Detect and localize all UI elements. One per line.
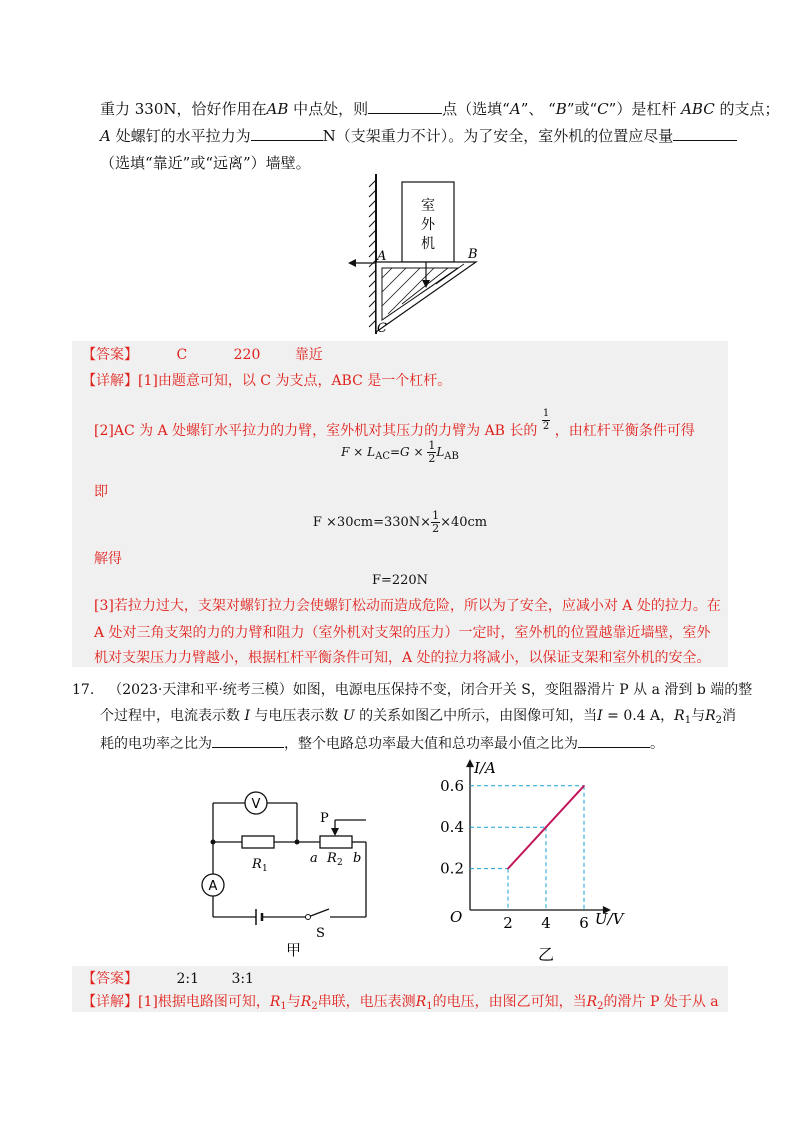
- lever-figure: [340, 172, 490, 337]
- equation-1: $F \times L_{AC}=G$ × $\frac{1}{2}$ $L_{AB}$: [341, 439, 459, 465]
- svg-text:机: 机: [421, 236, 435, 252]
- q17-line-2: 个过程中，电流表示数 I 与电压表示数 U 的关系如图乙中所示，由图像可知，当I = 0.4 A，$R_1$与$R_2$消: [100, 708, 736, 726]
- svg-text:A: A: [208, 879, 218, 894]
- q16-detail-2: [2]AC 为 A 处螺钉水平拉力的力臂，室外机对其压力的力臂为 AB 长的 $\frac{1}{2}$ ，由杠杆平衡条件可得: [94, 408, 695, 439]
- x-tick-label: 4: [541, 914, 551, 932]
- x-tick-label: 6: [579, 914, 589, 932]
- svg-text:R: R: [327, 851, 337, 866]
- answer-blank[interactable]: [578, 732, 650, 748]
- data-point: [583, 785, 585, 787]
- q16-detail-3c: 机对支架压力力臂越小，根据杠杆平衡条件可知，A 处的拉力将减小，以保证支架和室外机的安全。: [94, 650, 711, 666]
- svg-text:R: R: [252, 857, 262, 872]
- svg-text:S: S: [316, 926, 325, 941]
- answer-blank[interactable]: [673, 125, 737, 141]
- q16-jiede: 解得: [94, 551, 122, 567]
- circuit-diagram: [190, 770, 390, 960]
- svg-text:A: A: [377, 249, 387, 264]
- svg-text:C: C: [377, 321, 387, 336]
- svg-text:1: 1: [262, 864, 268, 874]
- q16-line-2: A 处螺钉的水平拉力为 N（支架重力不计）。为了安全，室外机的位置应尽量: [100, 124, 737, 148]
- q16-answer: 【答案】 C 220 靠近: [82, 347, 323, 363]
- answer-blank[interactable]: [368, 98, 442, 114]
- y-axis-label: I/A: [474, 759, 496, 778]
- iu-graph: [430, 748, 640, 970]
- svg-text:P: P: [320, 811, 329, 826]
- equation-2: F ×30cm=330N× $\frac{1}{2}$ ×40cm: [312, 509, 488, 535]
- q17-answer: 【答案】 2:1 3:1: [82, 971, 254, 987]
- q17-line-3: 耗的电功率之比为 ，整个电路总功率最大值和总功率最小值之比为 。: [100, 732, 664, 756]
- y-axis-arrow: [466, 759, 474, 767]
- answer-blank[interactable]: [212, 732, 284, 748]
- q16-detail-3a: [3]若拉力过大，支架对螺钉拉力会使螺钉松动而造成危险，所以为了安全，应减小对 A 处的拉力。在: [94, 598, 721, 614]
- svg-text:B: B: [468, 247, 478, 262]
- q16-detail-1: 【详解】[1]由题意可知，以 C 为支点，ABC 是一个杠杆。: [82, 373, 452, 389]
- q16-detail-3b: A 处对三角支架的力的力臂和阻力（室外机对支架的压力）一定时，室外机的位置越靠近墙壁，室外: [94, 625, 711, 641]
- y-tick-label: 0.6: [440, 776, 464, 795]
- x-axis-label: U/V: [594, 910, 624, 928]
- q17-detail: 【详解】[1]根据电路图可知，$R_1$与$R_2$串联，电压表测$R_1$的电压，由图乙可知，当$R_2$的滑片 P 处于从 a: [82, 994, 719, 1012]
- answer-blank[interactable]: [251, 125, 323, 141]
- svg-text:V: V: [251, 797, 261, 812]
- q16-line-1: 重力 330N，恰好作用在AB 中点处，则 点（选填“A”、 “B”或“C”）是杠杆 ABC 的支点；: [100, 100, 780, 118]
- svg-text:外: 外: [421, 217, 435, 233]
- y-tick-label: 0.2: [440, 859, 464, 878]
- svg-text:室: 室: [421, 198, 435, 214]
- origin-label: O: [450, 908, 463, 926]
- svg-text:甲: 甲: [286, 941, 302, 959]
- q16-ji: 即: [94, 484, 108, 500]
- q16-line-3: （选填“靠近”或“远离”）墙壁。: [100, 154, 311, 172]
- svg-text:2: 2: [337, 858, 343, 868]
- svg-text:b: b: [353, 851, 362, 866]
- data-point: [507, 868, 509, 870]
- data-point: [545, 826, 547, 828]
- equation-3: F=220N: [371, 573, 429, 588]
- x-tick-label: 2: [503, 914, 513, 932]
- svg-text:a: a: [310, 851, 318, 866]
- q17-line-1: 17. （2023·天津和平·统考三模）如图，电源电压保持不变，闭合开关 S，变阻器滑片 P 从 a 滑到 b 端的整: [72, 682, 753, 698]
- y-tick-label: 0.4: [440, 818, 464, 837]
- chart-caption: 乙: [537, 945, 555, 964]
